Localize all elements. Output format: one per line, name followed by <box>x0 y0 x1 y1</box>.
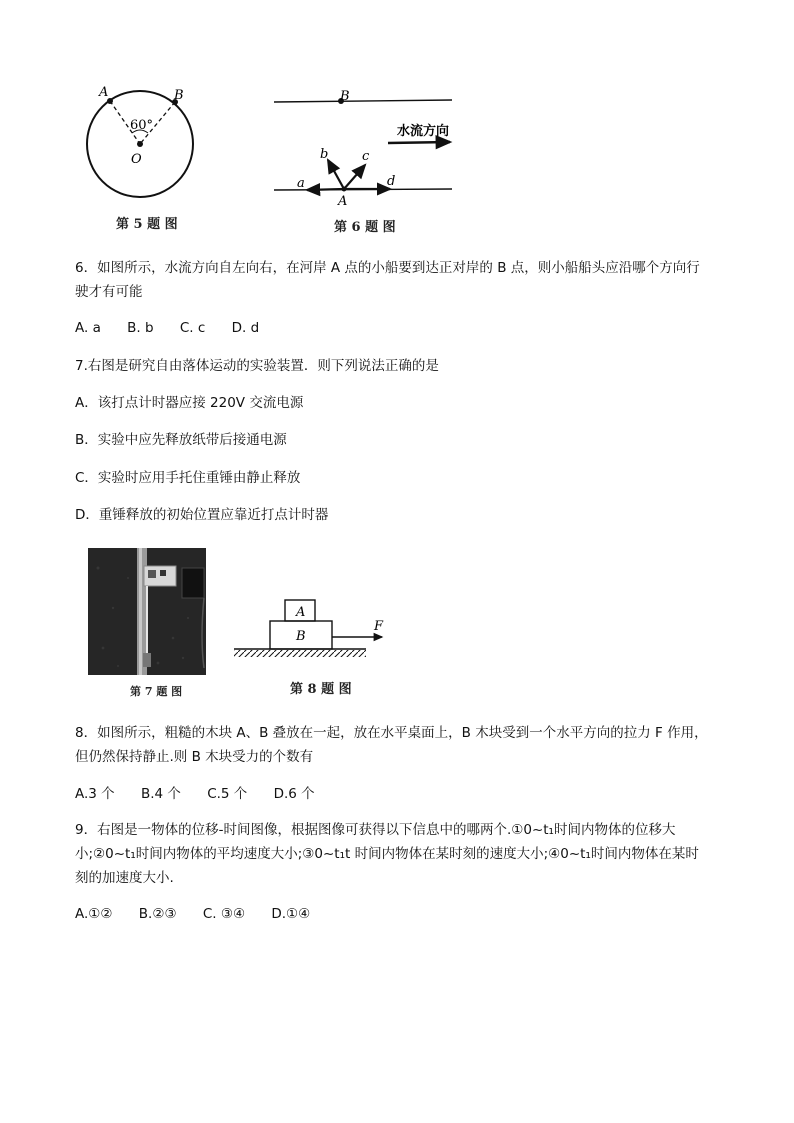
q9-stem-line3: 刻的加速度大小. <box>75 870 174 886</box>
fig6-arrow-a <box>307 189 344 190</box>
q9-options <box>75 902 332 926</box>
q8-option-c: C.5 个 <box>207 786 248 802</box>
q6-option-a: A. a <box>75 320 101 336</box>
fig6-diagram <box>270 86 460 211</box>
q6-stem-line2: 驶才有可能 <box>75 284 143 300</box>
question-8 <box>75 721 735 769</box>
fig5-label-b: B <box>174 88 184 103</box>
fig8-caption: 第 8 题 图 <box>290 682 352 697</box>
fig5-label-o: O <box>131 152 142 167</box>
fig6-label-arrow-c: c <box>362 149 370 164</box>
q7-option-c: C．实验时应用手托住重锤由静止释放 <box>75 470 301 486</box>
question-9 <box>75 818 735 890</box>
fig5-dot-o <box>137 141 143 147</box>
fig7-caption: 第 7 题 图 <box>130 685 183 698</box>
q8-option-d: D.6 个 <box>273 786 315 802</box>
q8-options <box>75 782 337 806</box>
q8-stem-line2: 但仍然保持静止.则 B 木块受力的个数有 <box>75 749 314 765</box>
fig8-diagram <box>232 592 392 664</box>
fig7-weight <box>143 653 151 667</box>
q9-option-d: D.①④ <box>271 906 311 922</box>
q7-stem: 7.右图是研究自由落体运动的实验装置．则下列说法正确的是 <box>75 358 439 374</box>
q9-option-a: A.①② <box>75 906 113 922</box>
q6-option-b: B. b <box>127 320 154 336</box>
fig6-flow-arrow <box>388 142 450 143</box>
fig6-arrow-b <box>328 160 344 189</box>
q7-option-d: D．重锤释放的初始位置应靠近打点计时器 <box>75 507 329 523</box>
q6-options <box>75 316 281 340</box>
fig6-label-b: B <box>340 89 350 104</box>
q6-option-d: D. d <box>231 320 260 336</box>
fig5-label-a: A <box>99 85 109 100</box>
fig6-far-bank <box>274 100 452 102</box>
fig7-paper-tape <box>146 586 148 656</box>
question-6 <box>75 256 735 304</box>
q9-option-b: B.②③ <box>138 906 177 922</box>
q8-stem-line1: 8．如图所示，粗糙的木块 A、B 叠放在一起，放在水平桌面上，B 木块受到一个水平方向的拉力 F 作用， <box>75 725 708 741</box>
q9-stem-line1: 9．右图是一物体的位移-时间图像，根据图像可获得以下信息中的哪两个.①0~t₁时间内物体的位移大 <box>75 822 676 838</box>
fig8-label-a: A <box>296 605 306 620</box>
q7-option-a: A．该打点计时器应接 220V 交流电源 <box>75 395 304 411</box>
fig6-flow-label: 水流方向 <box>397 124 450 139</box>
q8-option-b: B.4 个 <box>140 786 181 802</box>
q7-option-b: B．实验中应先释放纸带后接通电源 <box>75 432 287 448</box>
fig8-ground-hatch <box>234 650 366 657</box>
fig5-diagram <box>80 82 205 207</box>
q9-option-c: C. ③④ <box>202 906 246 922</box>
fig7-power-box <box>182 568 204 598</box>
q8-option-a: A.3 个 <box>75 786 115 802</box>
fig6-label-arrow-b: b <box>320 147 329 162</box>
q6-option-c: C. c <box>179 320 206 336</box>
fig7-photo <box>88 548 206 675</box>
q9-stem-line2: 小;②0~t₁时间内物体的平均速度大小;③0~t₁t 时间内物体在某时刻的速度大小;④0~t₁时间内物体在某时 <box>75 846 699 862</box>
fig6-caption: 第 6 题 图 <box>334 220 396 235</box>
fig6-label-arrow-a: a <box>297 176 305 191</box>
fig6-label-arrow-d: d <box>387 174 396 189</box>
fig6-label-a: A <box>338 194 348 209</box>
fig5-caption: 第 5 题 图 <box>116 217 178 232</box>
q6-stem-line1: 6．如图所示，水流方向自左向右，在河岸 A 点的小船要到达正对岸的 B 点，则小船船头应沿哪个方向行 <box>75 260 700 276</box>
fig6-arrow-c <box>344 165 365 189</box>
fig5-angle-label: 60° <box>130 118 154 133</box>
fig8-label-b: B <box>296 629 306 644</box>
fig8-label-f: F <box>374 619 384 634</box>
